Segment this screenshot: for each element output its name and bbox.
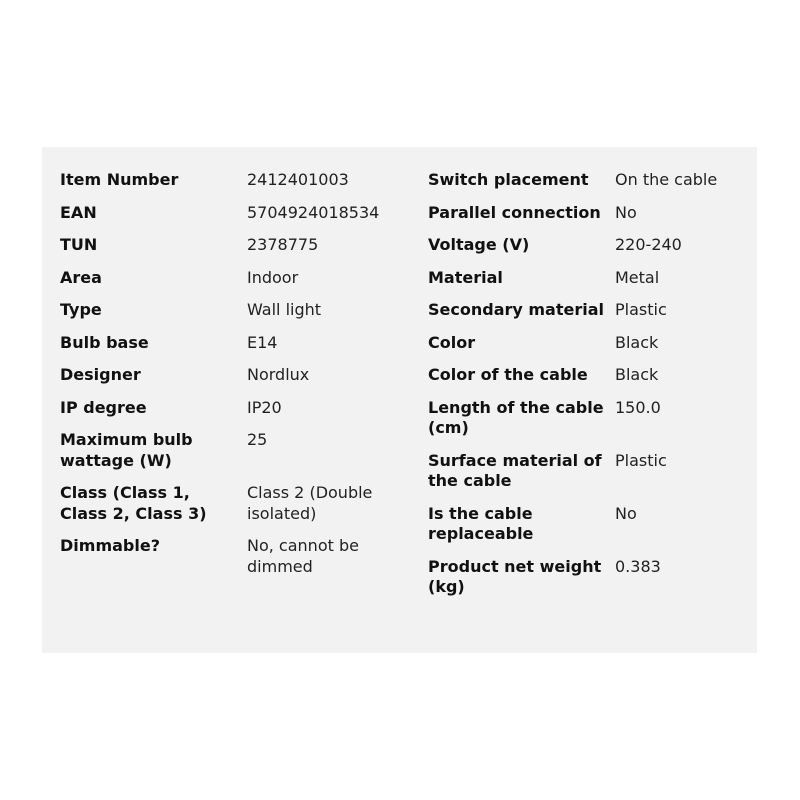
spec-label: Type (60, 300, 102, 319)
spec-value: No (615, 503, 637, 523)
spec-row-type (60, 300, 405, 321)
spec-value: Plastic (615, 300, 667, 319)
spec-label: Secondary material (428, 300, 605, 319)
spec-row-dimmable (60, 536, 405, 577)
spec-value: Metal (615, 267, 660, 287)
spec-value: Nordlux (247, 365, 310, 384)
spec-row-cable-replaceable (428, 504, 773, 545)
spec-row-cable-length (428, 398, 773, 439)
spec-value: 5704924018534 (247, 202, 380, 222)
spec-label: Switch placement (428, 170, 589, 189)
spec-label: Area (60, 267, 102, 287)
spec-label: Surface material of the cable (428, 450, 602, 490)
spec-row-item-number (60, 170, 405, 191)
spec-row-max-bulb-wattage (60, 430, 405, 471)
spec-row-net-weight (428, 557, 773, 598)
spec-row-color (428, 333, 773, 354)
spec-label: Maximum bulb wattage (W) (60, 430, 193, 470)
spec-label: Class (Class 1, Class 2, Class 3) (60, 483, 207, 523)
spec-label: Designer (60, 365, 141, 384)
spec-value: E14 (247, 332, 278, 352)
spec-value: Wall light (247, 300, 322, 319)
spec-label: TUN (60, 235, 98, 254)
spec-row-voltage (428, 235, 773, 256)
spec-label: Material (428, 267, 503, 287)
spec-value: Black (615, 365, 659, 384)
spec-row-tun (60, 235, 405, 256)
spec-label: Color of the cable (428, 365, 588, 384)
spec-label: Color (428, 332, 476, 352)
spec-label: Parallel connection (428, 202, 601, 222)
spec-value: No, cannot be dimmed (247, 536, 359, 576)
product-spec-panel (42, 147, 757, 653)
spec-row-designer (60, 365, 405, 386)
spec-row-parallel-connection (428, 203, 773, 224)
spec-row-cable-surface-material (428, 451, 773, 492)
spec-value: IP20 (247, 397, 282, 417)
spec-value: 25 (247, 430, 268, 449)
spec-label: Length of the cable (cm) (428, 397, 604, 437)
spec-label: Voltage (V) (428, 235, 530, 254)
spec-row-ip-degree (60, 398, 405, 419)
spec-label: EAN (60, 202, 97, 222)
spec-value: 0.383 (615, 556, 661, 576)
spec-row-area (60, 268, 405, 289)
spec-label: Product net weight (kg) (428, 556, 602, 596)
spec-value: On the cable (615, 170, 718, 189)
spec-column-right (428, 170, 773, 610)
spec-label: Is the cable replaceable (428, 503, 534, 543)
spec-value: Black (615, 332, 659, 352)
spec-label: Dimmable? (60, 536, 160, 555)
spec-row-secondary-material (428, 300, 773, 321)
spec-row-bulb-base (60, 333, 405, 354)
spec-value: No (615, 202, 637, 222)
spec-row-color-of-cable (428, 365, 773, 386)
spec-label: IP degree (60, 397, 147, 417)
spec-value: Class 2 (Double isolated) (247, 483, 373, 523)
spec-value: Indoor (247, 267, 299, 287)
spec-value: 150.0 (615, 397, 661, 417)
spec-label: Bulb base (60, 332, 149, 352)
spec-row-class (60, 483, 405, 524)
spec-label: Item Number (60, 170, 179, 189)
spec-value: 220-240 (615, 235, 682, 254)
spec-row-ean (60, 203, 405, 224)
spec-value: 2412401003 (247, 170, 349, 189)
spec-value: Plastic (615, 450, 667, 470)
spec-column-left (60, 170, 405, 589)
spec-row-material (428, 268, 773, 289)
spec-value: 2378775 (247, 235, 319, 254)
spec-row-switch-placement (428, 170, 773, 191)
